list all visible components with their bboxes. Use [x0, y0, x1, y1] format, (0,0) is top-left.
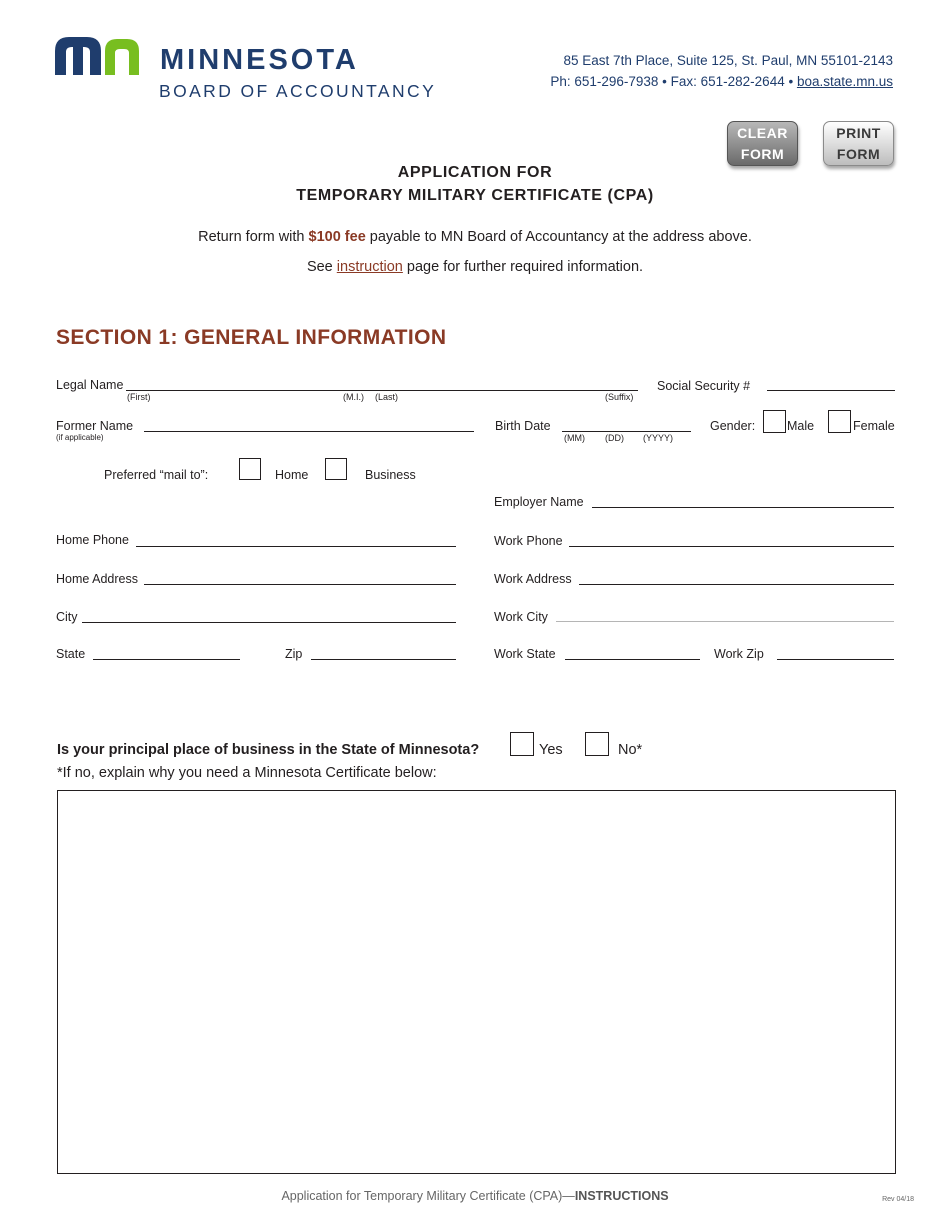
fee-text-before: Return form with: [198, 229, 309, 245]
work-state-field[interactable]: [565, 659, 700, 660]
footer-text: Application for Temporary Military Certificate (CPA)—: [281, 1189, 575, 1203]
zip-label: Zip: [285, 647, 303, 661]
city-field[interactable]: [82, 622, 456, 623]
contact-line: [550, 74, 893, 89]
mail-to-label: Preferred “mail to”:: [104, 468, 209, 482]
mail-to-home-label: Home: [275, 468, 309, 482]
work-phone-label: Work Phone: [494, 534, 563, 548]
section-1-heading: SECTION 1: GENERAL INFORMATION: [56, 326, 447, 349]
zip-field[interactable]: [311, 659, 456, 660]
instruction-text-after: page for further required information.: [402, 259, 644, 275]
home-phone-label: Home Phone: [56, 533, 129, 547]
birth-date-label: Birth Date: [495, 419, 551, 433]
former-name-label: Former Name: [56, 419, 134, 433]
ssn-label: Social Security #: [657, 379, 751, 393]
birth-date-field[interactable]: [562, 431, 691, 432]
footer: [0, 1189, 950, 1203]
principal-place-question: Is your principal place of business in the State of Minnesota?: [57, 742, 480, 758]
fee-amount: $100 fee: [308, 229, 366, 245]
org-subtitle: BOARD OF ACCOUNTANCY: [159, 81, 437, 101]
former-name-hint: (if applicable): [56, 433, 104, 442]
work-address-field[interactable]: [579, 584, 894, 585]
work-address-label: Work Address: [494, 572, 572, 586]
former-name-field[interactable]: [144, 431, 474, 432]
clear-form-button[interactable]: [727, 121, 798, 166]
last-name-hint: (Last): [375, 392, 399, 402]
explain-instruction: *If no, explain why you need a Minnesota Certificate below:: [57, 765, 437, 781]
mail-to-business-label: Business: [365, 468, 416, 482]
instruction-text-before: See: [306, 259, 337, 275]
mail-to-home-checkbox[interactable]: [239, 458, 261, 480]
ssn-field[interactable]: [767, 390, 895, 391]
org-name: MINNESOTA: [160, 44, 359, 76]
work-zip-field[interactable]: [777, 659, 894, 660]
gender-female-label: Female: [853, 419, 895, 433]
home-address-label: Home Address: [56, 572, 138, 586]
principal-place-yes-label: Yes: [539, 742, 563, 758]
print-form-button[interactable]: [823, 121, 894, 166]
revision-label: Rev 04/18: [882, 1196, 914, 1203]
suffix-hint: (Suffix): [605, 392, 634, 402]
fee-text-after: payable to MN Board of Accountancy at the address above.: [365, 229, 752, 245]
state-field[interactable]: [93, 659, 240, 660]
principal-place-yes-checkbox[interactable]: [510, 732, 534, 756]
legal-name-label: Legal Name: [56, 378, 124, 392]
gender-female-checkbox[interactable]: [828, 410, 851, 433]
legal-name-field[interactable]: [126, 390, 638, 391]
state-label: State: [56, 647, 86, 661]
form-title-line1: APPLICATION FOR: [397, 164, 553, 181]
print-form-label-2: FORM: [836, 146, 881, 162]
first-name-hint: (First): [127, 392, 151, 402]
city-label: City: [56, 610, 78, 624]
gender-male-checkbox[interactable]: [763, 410, 786, 433]
birth-month-hint: (MM): [564, 433, 585, 443]
form-title-line2: TEMPORARY MILITARY CERTIFICATE (CPA): [296, 187, 654, 204]
address-line: 85 East 7th Place, Suite 125, St. Paul, MN 55101-2143: [563, 53, 893, 68]
instruction-note: [0, 259, 950, 275]
clear-form-label-2: FORM: [740, 146, 785, 162]
work-phone-field[interactable]: [569, 546, 894, 547]
fee-instruction: [0, 229, 950, 245]
gender-male-label: Male: [787, 419, 815, 433]
clear-form-label-1: CLEAR: [737, 125, 788, 141]
mn-logo: [55, 37, 140, 75]
principal-place-no-checkbox[interactable]: [585, 732, 609, 756]
work-city-label: Work City: [494, 610, 548, 624]
contact-phone-fax: Ph: 651-296-7938 • Fax: 651-282-2644 •: [550, 74, 797, 89]
gender-label: Gender:: [710, 419, 756, 433]
employer-name-field[interactable]: [592, 507, 894, 508]
home-address-field[interactable]: [144, 584, 456, 585]
work-city-field[interactable]: [556, 621, 894, 622]
mail-to-business-checkbox[interactable]: [325, 458, 347, 480]
employer-name-label: Employer Name: [494, 495, 584, 509]
birth-day-hint: (DD): [605, 433, 624, 443]
footer-bold: INSTRUCTIONS: [574, 1189, 669, 1203]
birth-year-hint: (YYYY): [643, 433, 674, 443]
home-phone-field[interactable]: [136, 546, 456, 547]
work-zip-label: Work Zip: [714, 647, 764, 661]
explanation-textarea[interactable]: [57, 790, 896, 1174]
principal-place-no-label: No*: [618, 742, 643, 758]
middle-initial-hint: (M.I.): [343, 392, 364, 402]
print-form-label-1: PRINT: [836, 125, 881, 141]
work-state-label: Work State: [494, 647, 556, 661]
website-link[interactable]: boa.state.mn.us: [796, 74, 893, 89]
instruction-link[interactable]: instruction: [336, 259, 403, 275]
